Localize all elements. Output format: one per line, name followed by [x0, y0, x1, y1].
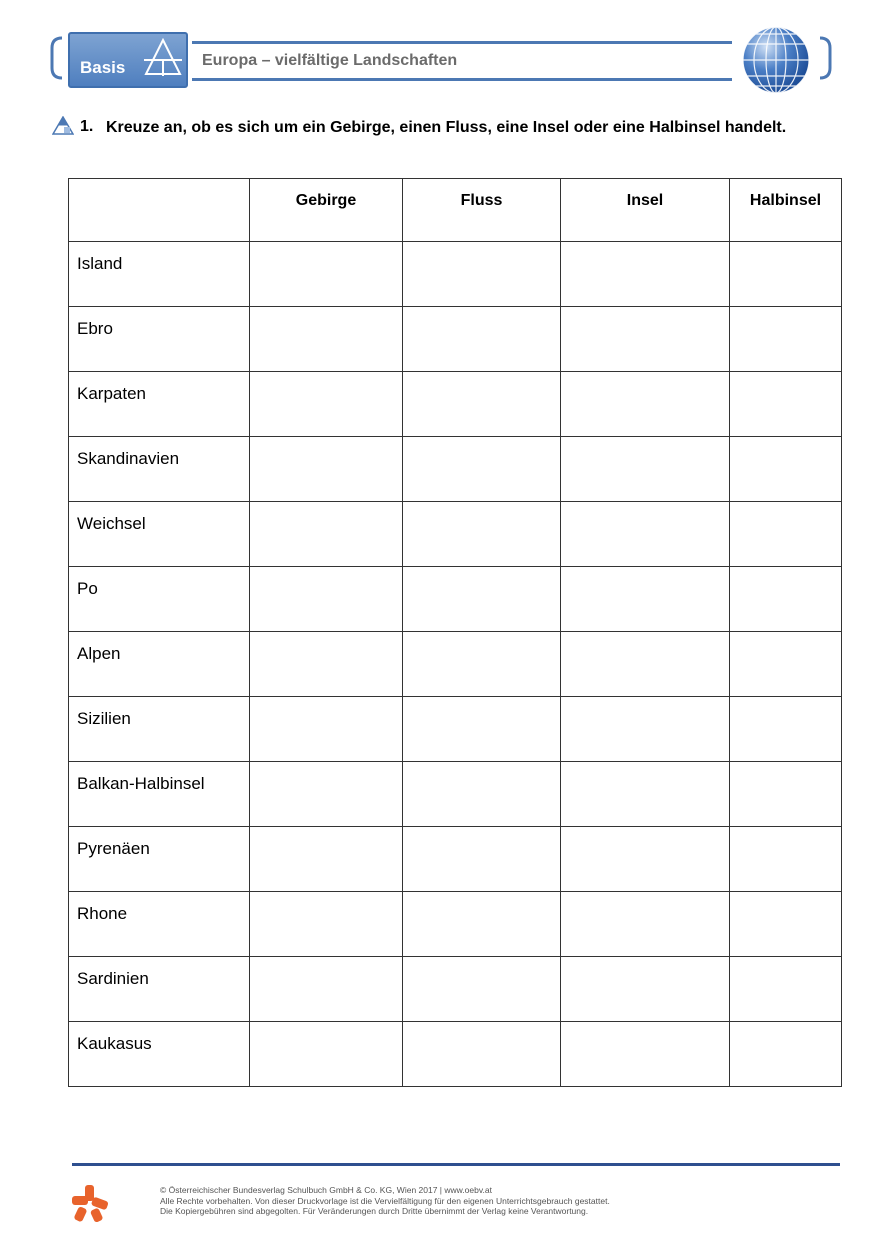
checkbox-cell[interactable]: [250, 957, 403, 1022]
checkbox-cell[interactable]: [730, 632, 842, 697]
checkbox-cell[interactable]: [561, 502, 730, 567]
column-header-gebirge: Gebirge: [250, 179, 403, 242]
checkbox-cell[interactable]: [730, 892, 842, 957]
basis-badge: [68, 32, 188, 88]
checkbox-cell[interactable]: [561, 697, 730, 762]
row-label: Balkan-Halbinsel: [69, 762, 250, 827]
checkbox-cell[interactable]: [250, 892, 403, 957]
checkbox-cell[interactable]: [403, 827, 561, 892]
footer-copyright: © Österreichischer Bundesverlag Schulbuch GmbH & Co. KG, Wien 2017 | www.oebv.at: [160, 1185, 492, 1195]
footer-divider: [72, 1163, 840, 1166]
checkbox-cell[interactable]: [561, 567, 730, 632]
checkbox-cell[interactable]: [403, 762, 561, 827]
row-label: Rhone: [69, 892, 250, 957]
row-label: Kaukasus: [69, 1022, 250, 1087]
table-row: [69, 502, 842, 567]
footer-disclaimer: Die Kopiergebühren sind abgegolten. Für Veränderungen durch Dritte übernimmt der Verlag keine Verantwortung.: [160, 1206, 589, 1216]
checkbox-cell[interactable]: [250, 762, 403, 827]
checkbox-cell[interactable]: [730, 307, 842, 372]
row-label: Po: [69, 567, 250, 632]
checkbox-cell[interactable]: [561, 632, 730, 697]
oebv-logo-icon: [70, 1183, 110, 1223]
table-row: [69, 762, 842, 827]
checkbox-cell[interactable]: [403, 1022, 561, 1087]
checkbox-cell[interactable]: [403, 697, 561, 762]
page-header: [0, 0, 890, 110]
table-row: [69, 957, 842, 1022]
checkbox-cell[interactable]: [561, 762, 730, 827]
table-row: [69, 1022, 842, 1087]
checkbox-cell[interactable]: [250, 632, 403, 697]
checkbox-cell[interactable]: [730, 827, 842, 892]
checkbox-cell[interactable]: [561, 1022, 730, 1087]
checkbox-cell[interactable]: [250, 437, 403, 502]
row-label: Pyrenäen: [69, 827, 250, 892]
table-row: [69, 437, 842, 502]
checkbox-cell[interactable]: [403, 242, 561, 307]
checkbox-cell[interactable]: [403, 437, 561, 502]
row-label: Sardinien: [69, 957, 250, 1022]
row-label: Karpaten: [69, 372, 250, 437]
table-row: [69, 242, 842, 307]
row-label: Alpen: [69, 632, 250, 697]
table-row: [69, 632, 842, 697]
checkbox-cell[interactable]: [250, 567, 403, 632]
basis-label: Basis: [80, 58, 126, 77]
checkbox-cell[interactable]: [250, 242, 403, 307]
checkbox-cell[interactable]: [730, 1022, 842, 1087]
globe-icon: [740, 24, 812, 96]
checkbox-cell[interactable]: [730, 957, 842, 1022]
question-number: 1.: [80, 118, 94, 135]
checkbox-cell[interactable]: [403, 632, 561, 697]
row-label: Weichsel: [69, 502, 250, 567]
row-label: Sizilien: [69, 697, 250, 762]
checkbox-cell[interactable]: [561, 827, 730, 892]
table-header-row: [69, 179, 842, 242]
table-row: [69, 567, 842, 632]
table-row: [69, 307, 842, 372]
table-row: [69, 827, 842, 892]
checkbox-cell[interactable]: [730, 567, 842, 632]
row-label: Island: [69, 242, 250, 307]
checkbox-cell[interactable]: [403, 957, 561, 1022]
checkbox-cell[interactable]: [250, 502, 403, 567]
column-header-blank: [69, 179, 250, 242]
title-bar: [192, 41, 732, 81]
checkbox-cell[interactable]: [403, 502, 561, 567]
checkbox-cell[interactable]: [250, 1022, 403, 1087]
table-row: [69, 372, 842, 437]
column-header-fluss: Fluss: [403, 179, 561, 242]
row-label: Ebro: [69, 307, 250, 372]
checkbox-cell[interactable]: [561, 307, 730, 372]
row-label: Skandinavien: [69, 437, 250, 502]
checkbox-cell[interactable]: [403, 307, 561, 372]
page-title: Europa – vielfältige Landschaften: [202, 52, 458, 69]
checkbox-cell[interactable]: [730, 437, 842, 502]
column-header-insel: Insel: [561, 179, 730, 242]
column-header-halbinsel: Halbinsel: [730, 179, 842, 242]
level-pyramid-icon: [52, 116, 74, 136]
checkbox-cell[interactable]: [561, 892, 730, 957]
checkbox-cell[interactable]: [250, 307, 403, 372]
footer-rights: Alle Rechte vorbehalten. Von dieser Druckvorlage ist die Vervielfältigung für den eigenen Unterrichtsgebrauch gestattet.: [160, 1195, 610, 1206]
checkbox-cell[interactable]: [561, 437, 730, 502]
table-row: [69, 892, 842, 957]
checkbox-cell[interactable]: [403, 567, 561, 632]
checkbox-cell[interactable]: [250, 827, 403, 892]
checkbox-cell[interactable]: [250, 697, 403, 762]
checkbox-cell[interactable]: [561, 242, 730, 307]
checkbox-cell[interactable]: [730, 242, 842, 307]
checkbox-cell[interactable]: [403, 892, 561, 957]
triangle-level-icon: [144, 38, 182, 78]
checkbox-cell[interactable]: [730, 502, 842, 567]
table-row: [69, 697, 842, 762]
checkbox-cell[interactable]: [250, 372, 403, 437]
checkbox-cell[interactable]: [730, 372, 842, 437]
checkbox-cell[interactable]: [730, 762, 842, 827]
question-text: Kreuze an, ob es sich um ein Gebirge, einen Fluss, eine Insel oder eine Halbinsel handelt.: [106, 119, 787, 136]
checkbox-cell[interactable]: [730, 697, 842, 762]
checkbox-cell[interactable]: [561, 957, 730, 1022]
checkbox-cell[interactable]: [561, 372, 730, 437]
checkbox-cell[interactable]: [403, 372, 561, 437]
footer-text: [160, 1185, 610, 1217]
answer-table: [68, 178, 842, 1087]
